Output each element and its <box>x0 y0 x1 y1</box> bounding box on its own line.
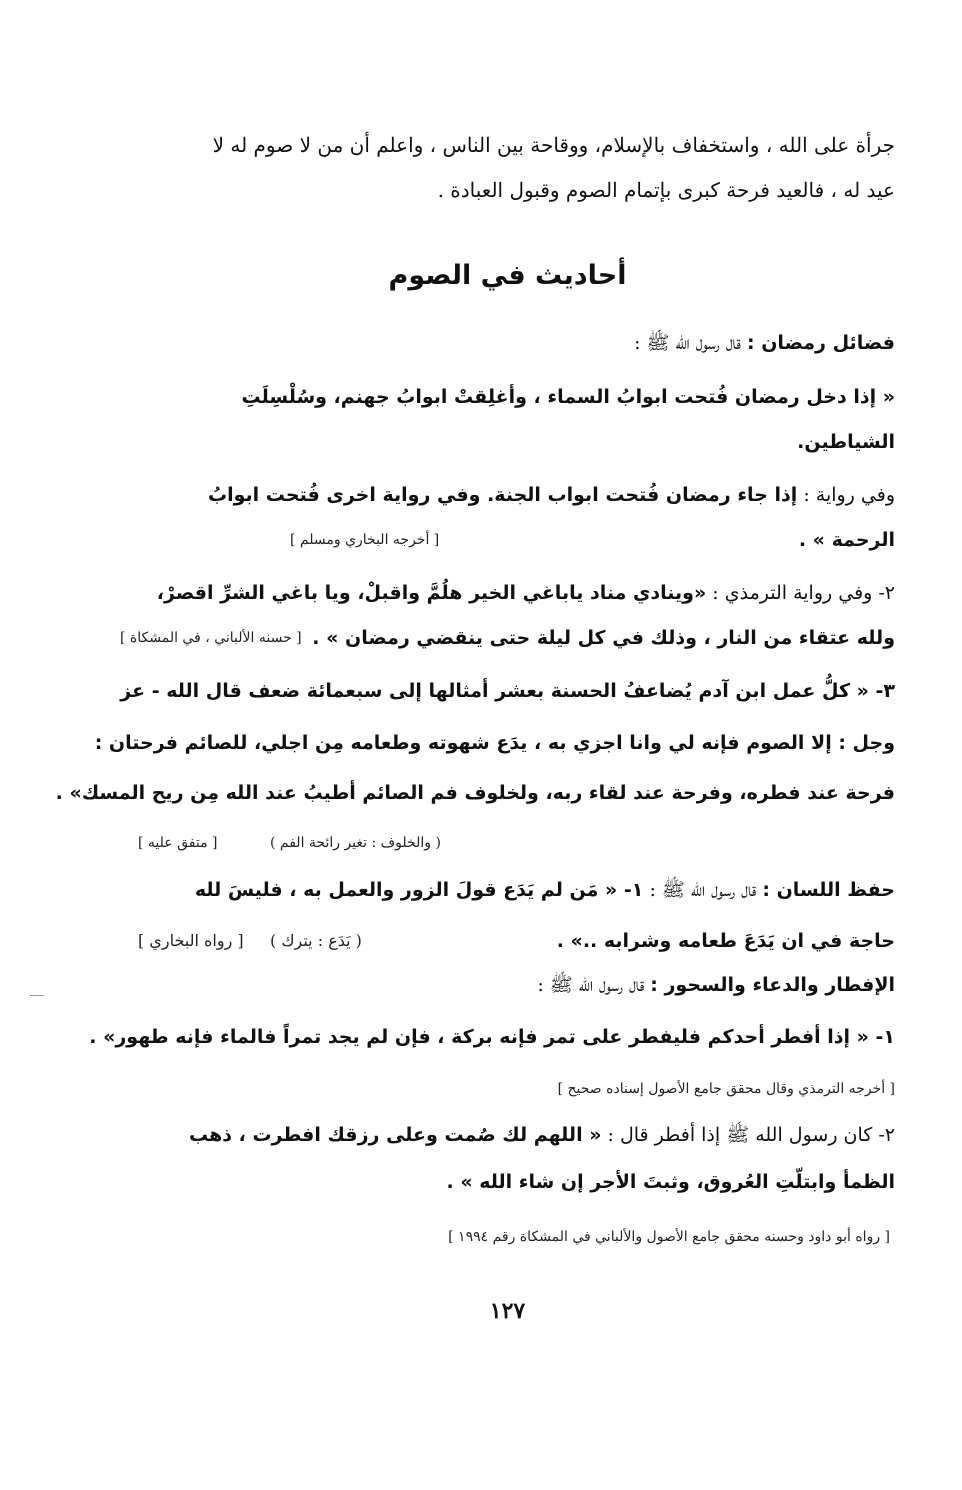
intro-line-2: عيد له ، فالعيد فرحة كبرى بإتمام الصوم وقبول العبادة . <box>437 178 895 202</box>
s1-heading-line <box>120 328 895 358</box>
s2-hadith-1-citation: [ رواه البخاري ] <box>138 931 244 950</box>
s1-hadith-2-cont-line <box>120 623 895 653</box>
s2-hadith-1: ١- « مَن لم يَدَع قولَ الزور والعمل به ، فليسَ لله <box>194 879 644 901</box>
s3-intro: قال رسول الله ﷺ : <box>537 974 645 996</box>
page-content <box>55 120 895 1360</box>
s1-hadith-3-note: ( والخلوف : تغير رائحة الفم ) <box>270 835 441 851</box>
s1-hadith-2-intro: ٢- وفي رواية الترمذي : <box>712 582 895 604</box>
s1-hadith-1-cont: الشياطين. <box>797 431 895 453</box>
s2-hadith-1-cont: حاجة في ان يَدَعَ طعامه وشرابه ..» . <box>556 930 895 952</box>
section-title: أحاديث في الصوم <box>388 260 627 291</box>
page-number: ١٢٧ <box>489 1298 526 1324</box>
s3-hadith-2-intro: ٢- كان رسول الله ﷺ إذا أفطر قال : <box>607 1124 895 1146</box>
s3-hadith-2 <box>120 1120 895 1150</box>
s2-heading: حفظ اللسان : <box>762 879 895 901</box>
s2-intro: قال رسول الله ﷺ : <box>649 879 757 901</box>
s1-riwaya <box>120 480 895 510</box>
s1-hadith-2-citation: [ حسنه الألباني ، في المشكاة ] <box>120 630 302 646</box>
s1-riwaya-cont: الرحمة » . <box>798 529 895 551</box>
s1-riwaya-citation: [ أخرجه البخاري ومسلم ] <box>290 532 440 548</box>
s1-riwaya-intro: وفي رواية : <box>803 484 895 506</box>
s2-hadith-1-note: ( يَدَع : يترك ) <box>270 931 362 950</box>
s1-hadith-3-citation: [ متفق عليه ] <box>138 835 218 851</box>
s3-hadith-2-cite-line <box>115 1220 890 1252</box>
s1-hadith-3-line-2: وجل : إلا الصوم فإنه لي وانا اجزي به ، يدَع شهوته وطعامه مِن اجلي، للصائم فرحتان : <box>94 732 895 754</box>
s1-hadith-1: « إذا دخل رمضان فُتحت ابوابُ السماء ، وأغلِقتْ ابوابُ جهنم، وسُلْسِلَتِ <box>241 386 895 408</box>
s3-hadith-1-cite-line <box>120 1072 895 1104</box>
s2-heading-line <box>120 875 895 905</box>
s3-heading: الإفطار والدعاء والسحور : <box>650 974 895 996</box>
s3-hadith-1-citation: [ أخرجه الترمذي وقال محقق جامع الأصول إسناده صحيح ] <box>557 1081 895 1097</box>
s3-hadith-2-text: « اللهم لك صُمت وعلى رزقك افطرت ، ذهب <box>188 1124 602 1146</box>
intro-line-1: جرأة على الله ، واستخفاف بالإسلام، ووقاحة بين الناس ، واعلم أن من لا صوم له لا <box>212 133 895 157</box>
s1-intro: قال رسول الله ﷺ : <box>634 332 741 354</box>
s1-hadith-3-line-1: ٣- « كلُّ عمل ابن آدم يُضاعفُ الحسنة بعشر أمثالها إلى سبعمائة ضعف قال الله - عز <box>120 680 895 702</box>
s1-heading: فضائل رمضان : <box>747 332 895 354</box>
s3-hadith-2-cont: الظمأ وابتلّتِ العُروق، وثبتَ الأجر إن شاء الله » . <box>446 1171 895 1193</box>
s1-hadith-3-line-3: فرحة عند فطره، وفرحة عند لقاء ربه، ولخلوف فم الصائم أطيبُ عند الله مِن ريح المسك» . <box>55 782 895 804</box>
s1-riwaya-cont-line <box>120 525 895 555</box>
s1-riwaya-text: إذا جاء رمضان فُتحت ابواب الجنة. وفي رواية اخرى فُتحت ابوابُ <box>208 484 798 506</box>
s1-hadith-2-text: «وينادي مناد ياباغي الخير هلُمَّ واقبلْ، ويا باغي الشرِّ اقصرْ، <box>156 582 707 604</box>
s1-hadith-2 <box>120 578 895 608</box>
s3-heading-line <box>120 970 895 1000</box>
s2-hadith-1-cont-line <box>120 926 895 956</box>
margin-mark <box>30 995 44 996</box>
s3-hadith-1: ١- « إذا أفطر أحدكم فليفطر على تمر فإنه بركة ، فإن لم يجد تمراً فالماء فإنه طهور» . <box>89 1026 895 1048</box>
s1-hadith-2-cont: ولله عتقاء من النار ، وذلك في كل ليلة حتى ينقضي رمضان » . <box>312 627 895 649</box>
s3-hadith-2-citation: [ رواه أبو داود وحسنه محقق جامع الأصول والألباني في المشكاة رقم ١٩٩٤ ] <box>448 1229 890 1245</box>
